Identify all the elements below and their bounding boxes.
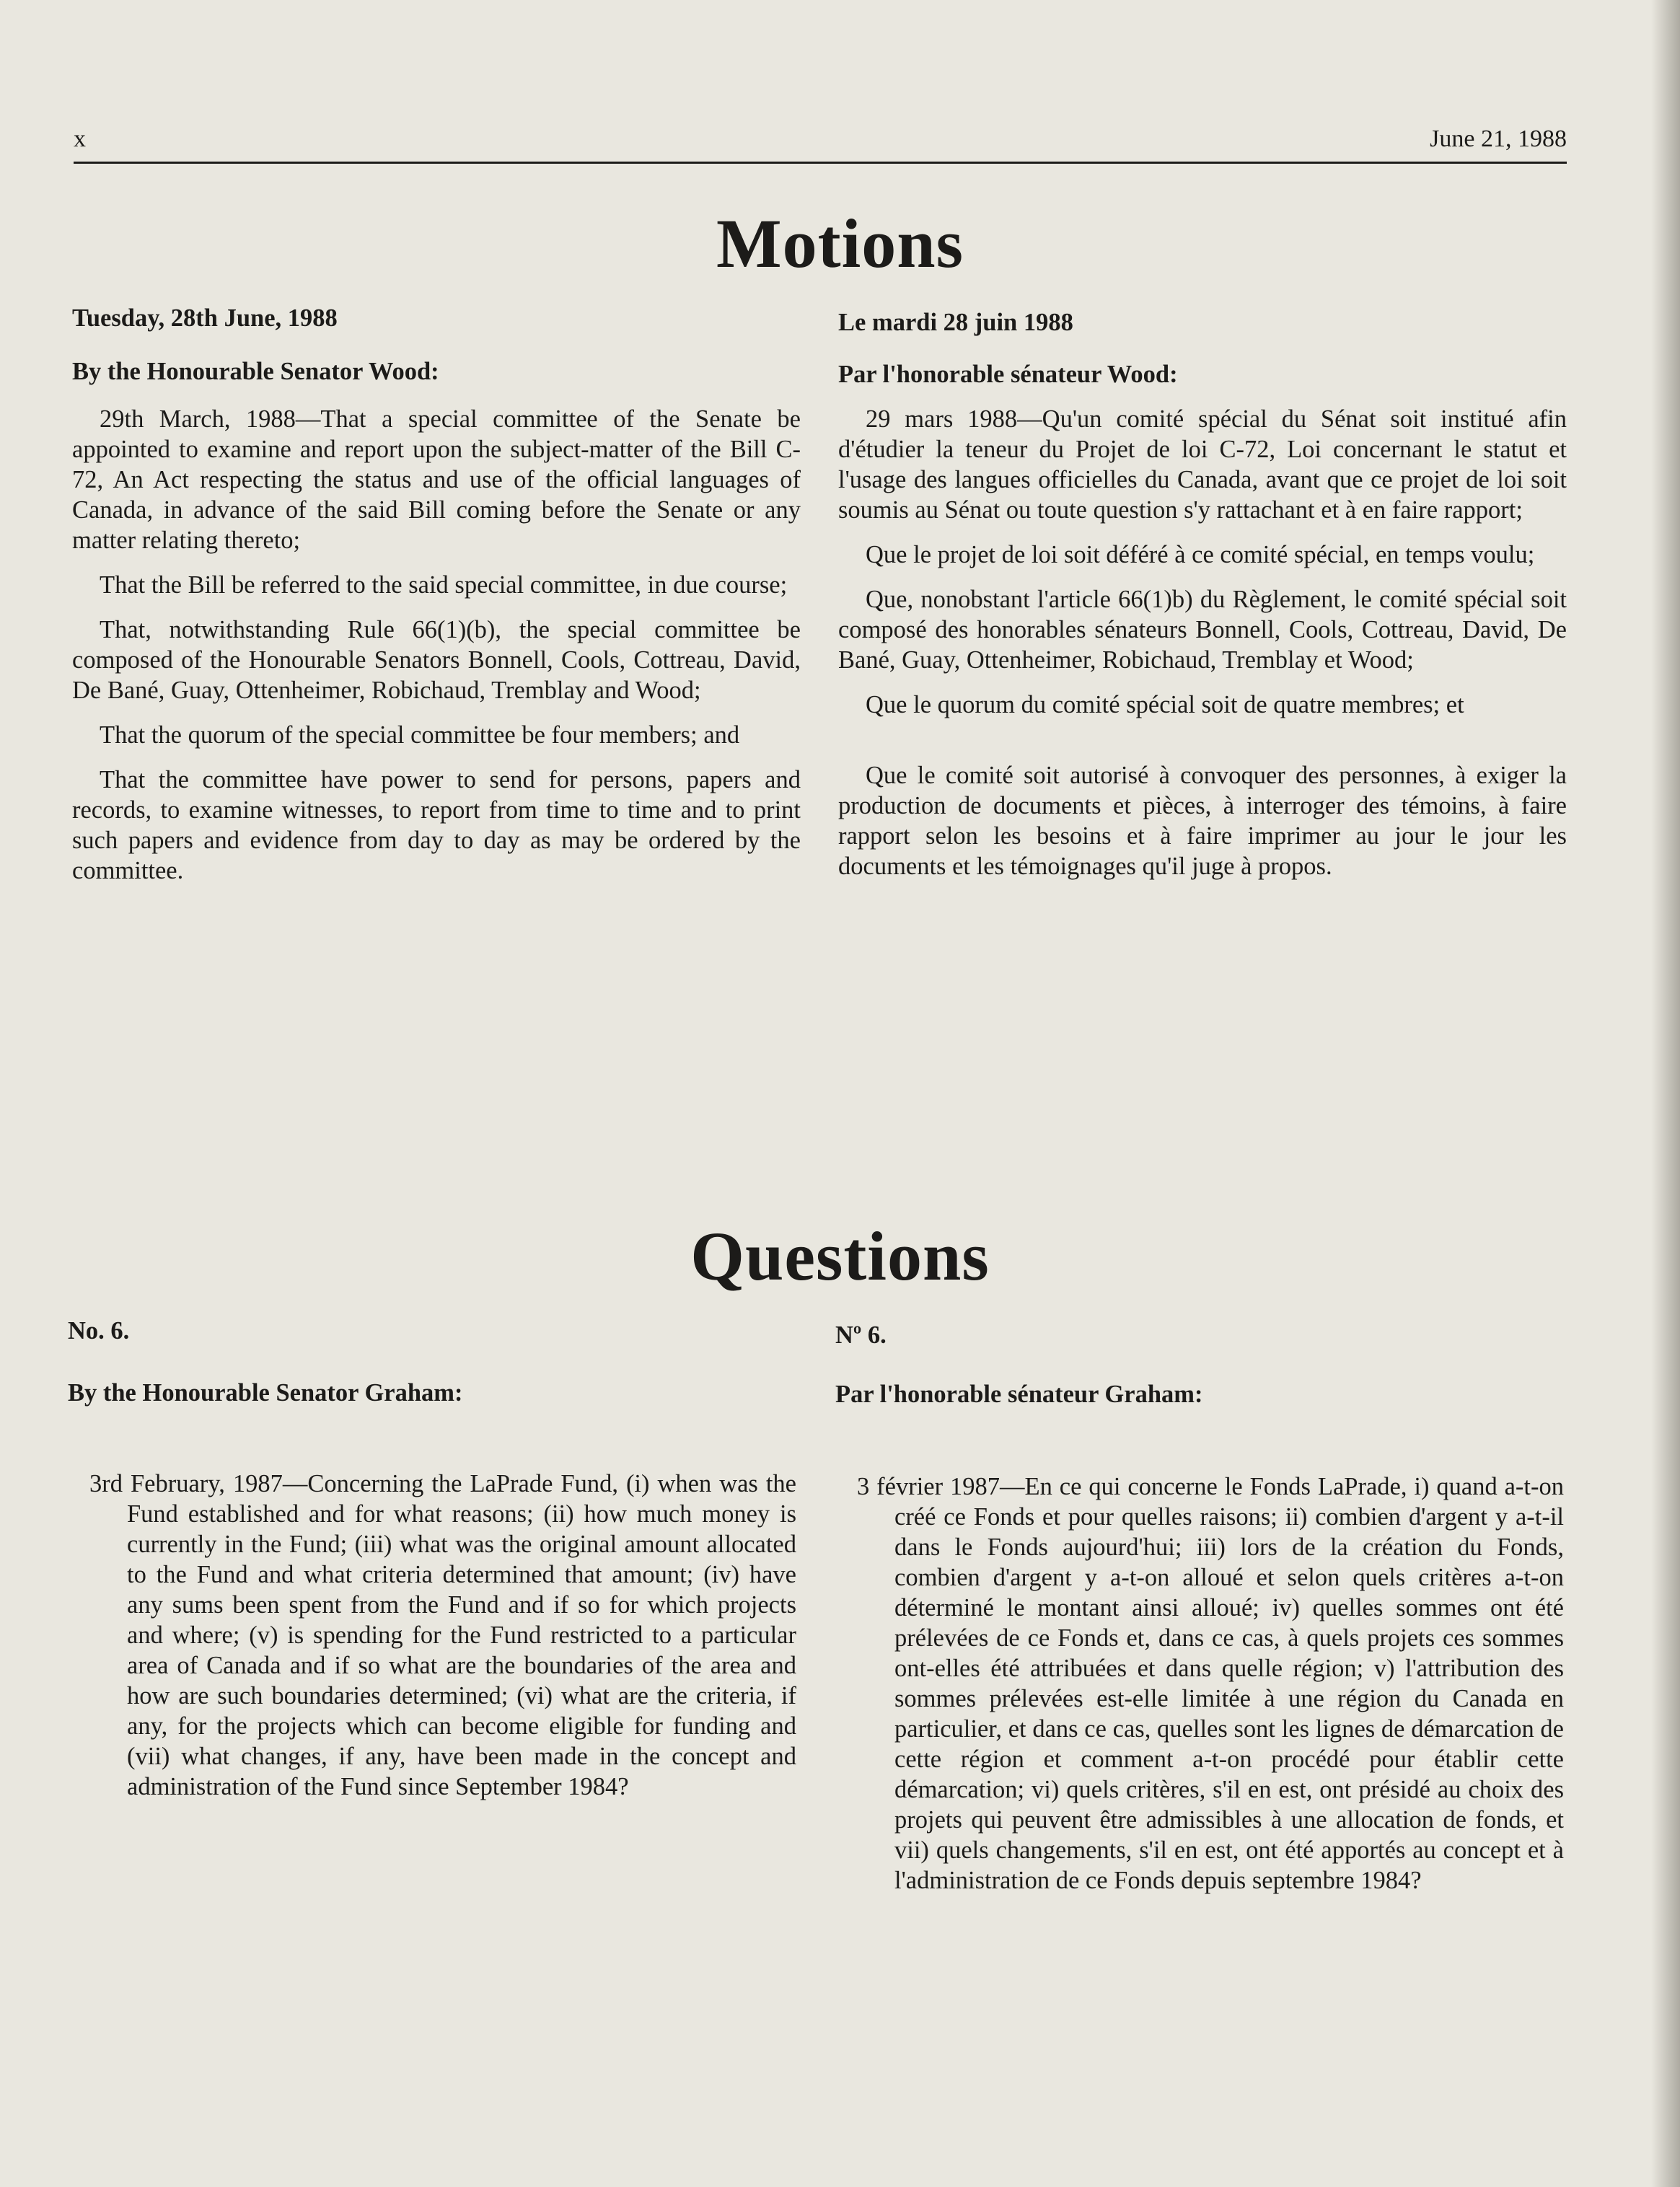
motion-paragraph-en: 29th March, 1988—That a special committee of the Senate be appointed to examine and report upon the subject-matter of the Bill C-72, An Act respecting the status and use of the official languages of Canada, in advance of the said Bill coming before the Senate or any matter relating thereto; — [72, 405, 801, 554]
question-text-fr: 3 février 1987—En ce qui concerne le Fonds LaPrade, i) quand a-t-on créé ce Fonds et pour quelles raisons; ii) combien d'argent y a-t-il dans le Fonds aujourd'hui; iii) lors de la création du Fonds, combien d'argent y a-t-on alloué et selon quels critères a-t-on déterminé le montant ainsi alloué; iv) quelles sommes ont été prélevées de ce Fonds et, dans ce cas, à quels projets ces sommes ont-elles été attribuées et dans quelle région; v) l'attribution des sommes prélevées est-elle limitée à une région du Canada en particulier, et dans ce cas, quelles sont les lignes de démarcation de cette région et comment a-t-on procédé pour établir cette démarcation; vi) quels critères, s'il en est, ont présidé au choix des projets qui peuvent être admissibles à une allocation de fonds, et vii) quels changements, s'il en est, ont été apportés au concept et à l'administration de ce Fonds depuis septembre 1984? — [857, 1473, 1564, 1894]
question-number-fr: Nº 6. — [835, 1321, 887, 1349]
motion-paragraph-en: That, notwithstanding Rule 66(1)(b), the special committee be composed of the Honourable Senators Bonnell, Cools, Cottreau, David, De Bané, Guay, Ottenheimer, Robichaud, Tremblay and Wood; — [72, 616, 801, 704]
motion-paragraph-en: That the committee have power to send for persons, papers and records, to examine witnesses, to report from time to time and to print such papers and evidence from day to day as may be ordered by the committee. — [72, 766, 801, 884]
questions-french-column — [835, 1320, 1564, 2012]
page-header — [74, 126, 1567, 160]
page-edge-shadow — [1651, 0, 1680, 2187]
header-date: June 21, 1988 — [1430, 126, 1567, 152]
question-text-en: 3rd February, 1987—Concerning the LaPrade Fund, (i) when was the Fund established and for what reasons; (ii) how much money is currently in the Fund; (iii) what was the original amount allocated to the Fund and what criteria determined that amount; (iv) have any sums been spent from the Fund and if so for which projects and where; (v) is spending for the Fund restricted to a particular area of Canada and if so what are the boundaries of the area and how are such boundaries determined; (vi) what are the criteria, if any, for the projects which can become eligible for funding and (vii) what changes, if any, have been made in the concept and administration of the Fund since September 1984? — [89, 1470, 796, 1800]
motions-date-heading-en: Tuesday, 28th June, 1988 — [72, 304, 338, 332]
motion-paragraph-fr: Que le quorum du comité spécial soit de quatre membres; et — [866, 691, 1464, 718]
motions-sponsor-en: By the Honourable Senator Wood: — [72, 358, 439, 385]
motions-title: Motions — [716, 205, 964, 282]
motions-date-heading-fr: Le mardi 28 juin 1988 — [838, 309, 1073, 336]
header-rule — [74, 162, 1567, 164]
question-sponsor-fr: Par l'honorable sénateur Graham: — [835, 1381, 1203, 1408]
motion-paragraph-en: That the quorum of the special committee be four members; and — [100, 721, 740, 749]
questions-english-column — [68, 1316, 796, 1893]
motions-sponsor-fr: Par l'honorable sénateur Wood: — [838, 361, 1178, 388]
motions-english-column — [72, 303, 801, 995]
motion-paragraph-en: That the Bill be referred to the said special committee, in due course; — [100, 571, 788, 599]
questions-title: Questions — [690, 1218, 990, 1295]
motion-paragraph-fr: Que, nonobstant l'article 66(1)b) du Règlement, le comité spécial soit composé des honorables sénateurs Bonnell, Cools, Cottreau, David, De Bané, Guay, Ottenheimer, Robichaud, Tremblay et Wood; — [838, 586, 1567, 674]
page-number: x — [74, 126, 86, 152]
question-number-en: No. 6. — [68, 1317, 130, 1345]
motion-paragraph-fr: Que le comité soit autorisé à convoquer des personnes, à exiger la production de documents et pièces, à interroger des témoins, à faire rapport selon les besoins et à faire imprimer au jour le jour les documents et les témoignages qu'il juge à propos. — [838, 762, 1567, 880]
motion-paragraph-fr: 29 mars 1988—Qu'un comité spécial du Sénat soit institué afin d'étudier la teneur du Projet de loi C-72, Loi concernant le statut et l'usage des langues officielles du Canada, avant que ce projet de loi soit soumis au Sénat ou toute question s'y rattachant et à en faire rapport; — [838, 405, 1567, 524]
question-sponsor-en: By the Honourable Senator Graham: — [68, 1379, 463, 1407]
motion-paragraph-fr: Que le projet de loi soit déféré à ce comité spécial, en temps voulu; — [866, 541, 1535, 568]
motions-french-column — [838, 303, 1567, 1039]
